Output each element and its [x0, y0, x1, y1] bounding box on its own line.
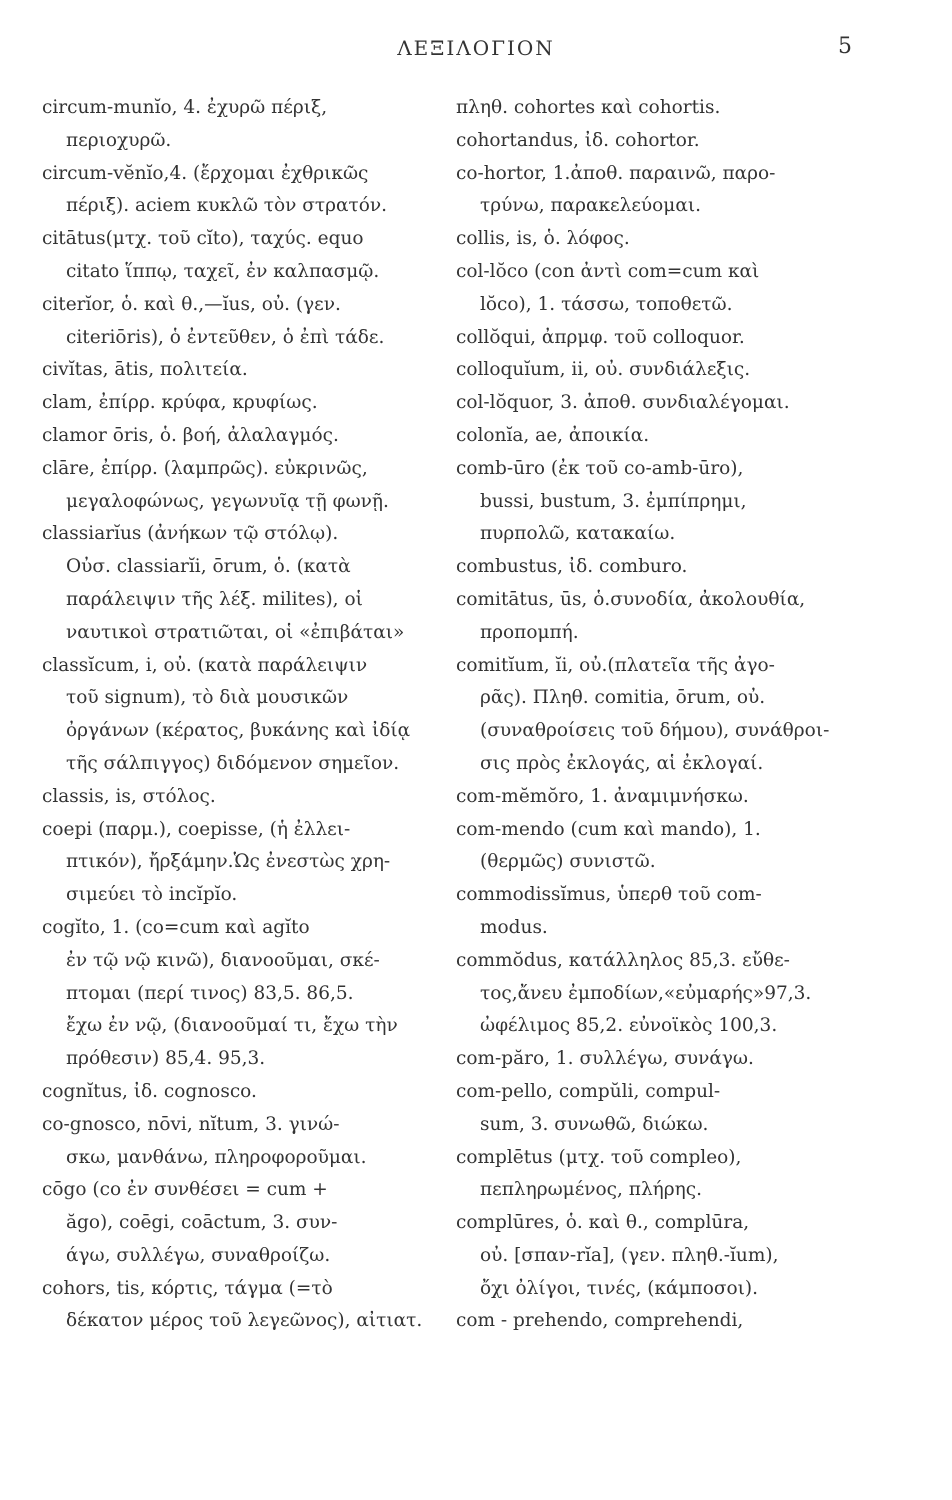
- dictionary-line: citerĭor, ὁ. καὶ θ.,—ĭus, οὐ. (γεν.: [42, 293, 341, 315]
- dictionary-line: lŏco), 1. τάσσω, τοποθετῶ.: [480, 293, 733, 315]
- dictionary-line: sum, 3. συνωθῶ, διώκω.: [480, 1113, 709, 1135]
- dictionary-line: commodissĭmus, ὑπερθ τοῦ com-: [456, 884, 762, 906]
- dictionary-line: colonĭa, ae, ἀποικία.: [456, 424, 650, 446]
- dictionary-line: σιμεύει τὸ incĭpĭo.: [66, 884, 238, 906]
- dictionary-line: citātus(μτχ. τοῦ cĭto), ταχύς. equo: [42, 228, 364, 250]
- dictionary-line: τοῦ signum), τὸ διὰ μουσικῶν: [66, 687, 349, 709]
- dictionary-line: μεγαλοφώνως, γεγωνυῖᾳ τῇ φωνῇ.: [66, 490, 389, 512]
- dictionary-line: (θερμῶς) συνιστῶ.: [480, 851, 656, 873]
- dictionary-line: combustus, ἰδ. comburo.: [456, 556, 688, 578]
- dictionary-line: τρύνω, παρακελεύομαι.: [480, 195, 701, 217]
- dictionary-line: ἐν τῷ νῷ κινῶ), διανοοῦμαι, σκέ-: [66, 949, 380, 971]
- dictionary-line: ναυτικοὶ στρατιῶται, οἱ «ἐπιβάται»: [66, 621, 405, 643]
- dictionary-line: comb-ūro (ἐκ τοῦ co-amb-ūro),: [456, 457, 744, 479]
- dictionary-line: παράλειψιν τῆς λέξ. milites), οἱ: [66, 588, 363, 610]
- dictionary-line: περιοχυρῶ.: [66, 129, 172, 151]
- dictionary-line: com-pello, compŭli, compul-: [456, 1080, 721, 1102]
- right-column: [456, 92, 856, 1338]
- dictionary-line: classĭcum, i, οὐ. (κατὰ παράλειψιν: [42, 654, 368, 676]
- dictionary-line: ὠφέλιμος 85,2. εὐνοϊκὸς 100,3.: [480, 1015, 778, 1037]
- dictionary-line: πληθ. cohortes καὶ cohortis.: [456, 97, 721, 118]
- running-title: ΛΕΞΙΛΟΓΙΟΝ: [397, 36, 555, 60]
- dictionary-line: σκω, μανθάνω, πληροφοροῦμαι.: [66, 1146, 367, 1168]
- dictionary-line: ὀργάνων (κέρατος, βυκάνης καὶ ἰδίᾳ: [66, 720, 411, 742]
- dictionary-line: σις πρὸς ἐκλογάς, αἱ ἐκλογαί.: [480, 752, 764, 774]
- dictionary-line: co-hortor, 1.ἀποθ. παραινῶ, παρο-: [456, 162, 776, 184]
- dictionary-line: modus.: [480, 916, 548, 938]
- dictionary-line: cōgo (co ἐν συνθέσει = cum +: [42, 1179, 328, 1201]
- dictionary-line: clamor ōris, ὁ. βοή, ἀλαλαγμός.: [42, 424, 339, 446]
- dictionary-line: Οὐσ. classiarĭi, ōrum, ὁ. (κατὰ: [66, 556, 351, 578]
- dictionary-line: πτομαι (περί τινος) 83,5. 86,5.: [66, 982, 354, 1004]
- dictionary-line: collŏqui, ἀπρμφ. τοῦ colloquor.: [456, 326, 745, 348]
- dictionary-line: τῆς σάλπιγγος) διδόμενον σημεῖον.: [66, 752, 400, 774]
- dictionary-line: προπομπή.: [480, 621, 579, 643]
- dictionary-line: com-păro, 1. συλλέγω, συνάγω.: [456, 1048, 754, 1070]
- dictionary-line: civĭtas, ātis, πολιτεία.: [42, 359, 248, 381]
- dictionary-line: col-lŏco (con ἀντὶ com=cum καὶ: [456, 260, 760, 282]
- dictionary-line: citeriōris), ὁ ἐντεῦθεν, ὁ ἐπὶ τάδε.: [66, 326, 385, 348]
- dictionary-line: com-mĕmŏro, 1. ἀναμιμνήσκω.: [456, 785, 749, 807]
- dictionary-line: classiarĭus (ἀνήκων τῷ στόλῳ).: [42, 523, 339, 545]
- dictionary-line: circum-vĕnĭo,4. (ἔρχομαι ἐχθρικῶς: [42, 162, 369, 184]
- dictionary-line: collis, is, ὁ. λόφος.: [456, 228, 630, 250]
- dictionary-line: δέκατον μέρος τοῦ λεγεῶνος), αἰτιατ.: [66, 1310, 423, 1332]
- dictionary-line: coepi (παρμ.), coepisse, (ἡ ἐλλει-: [42, 818, 351, 840]
- dictionary-line: πεπληρωμένος, πλήρης.: [480, 1179, 702, 1201]
- dictionary-line: classis, is, στόλος.: [42, 785, 216, 807]
- dictionary-line: πτικόν), ἤρξάμην.Ὡς ἐνεστὼς χρη-: [66, 851, 391, 873]
- dictionary-line: colloquĭum, ii, οὐ. συνδιάλεξις.: [456, 359, 751, 381]
- dictionary-line: col-lŏquor, 3. ἀποθ. συνδιαλέγομαι.: [456, 392, 790, 414]
- dictionary-line: (συναθροίσεις τοῦ δήμου), συνάθροι-: [480, 720, 830, 742]
- dictionary-line: οὐ. [σπαν-rĭa], (γεν. πληθ.-ĭum),: [480, 1244, 779, 1266]
- dictionary-line: comitātus, ūs, ὁ.συνοδία, ἀκολουθία,: [456, 588, 806, 610]
- dictionary-line: ρᾶς). Πληθ. comitia, ōrum, οὐ.: [480, 687, 766, 709]
- dictionary-line: άγω, συλλέγω, συναθροίζω.: [66, 1244, 331, 1266]
- dictionary-line: cohortandus, ἰδ. cohortor.: [456, 129, 700, 151]
- dictionary-line: clam, ἐπίρρ. κρύφα, κρυφίως.: [42, 392, 318, 414]
- dictionary-line: πυρπολῶ, κατακαίω.: [480, 523, 676, 545]
- dictionary-line: com - prehendo, comprehendi,: [456, 1310, 744, 1332]
- dictionary-line: clāre, ἐπίρρ. (λαμπρῶς). εὐκρινῶς,: [42, 457, 368, 479]
- dictionary-line: commŏdus, κατάλληλος 85,3. εὔθε-: [456, 949, 790, 971]
- dictionary-line: πέριξ). aciem κυκλῶ τὸν στρατόν.: [66, 195, 388, 217]
- dictionary-line: citato ἵππῳ, ταχεῖ, ἐν καλπασμῷ.: [66, 260, 380, 282]
- dictionary-line: bussi, bustum, 3. ἐμπίπρημι,: [480, 490, 747, 512]
- dictionary-line: comitĭum, ĭi, οὐ.(πλατεῖα τῆς ἀγο-: [456, 654, 775, 676]
- dictionary-line: cognĭtus, ἰδ. cognosco.: [42, 1080, 257, 1102]
- dictionary-line: complētus (μτχ. τοῦ compleo),: [456, 1146, 742, 1168]
- dictionary-line: τος,ἄνευ ἐμποδίων,«εὐμαρής»97,3.: [480, 982, 812, 1004]
- left-column: [42, 92, 442, 1338]
- page-header: [0, 28, 952, 68]
- dictionary-line: ὄχι ὀλίγοι, τινές, (κάμποσοι).: [480, 1277, 758, 1299]
- dictionary-line: circum-munĭo, 4. ἐχυρῶ πέριξ,: [42, 97, 328, 118]
- dictionary-line: com-mendo (cum καὶ mando), 1.: [456, 818, 761, 840]
- dictionary-line: co-gnosco, nōvi, nĭtum, 3. γινώ-: [42, 1113, 340, 1135]
- page-number: 5: [838, 34, 852, 59]
- dictionary-line: complūres, ὁ. καὶ θ., complūra,: [456, 1212, 750, 1234]
- dictionary-line: cohors, tis, κόρτις, τάγμα (=τὸ: [42, 1277, 333, 1299]
- dictionary-line: ἔχω ἐν νῷ, (διανοοῦμαί τι, ἔχω τὴν: [66, 1015, 398, 1037]
- dictionary-line: ăgo), coēgi, coāctum, 3. συν-: [66, 1212, 338, 1234]
- dictionary-line: cogĭto, 1. (co=cum καὶ agĭto: [42, 916, 310, 938]
- dictionary-line: πρόθεσιν) 85,4. 95,3.: [66, 1048, 266, 1070]
